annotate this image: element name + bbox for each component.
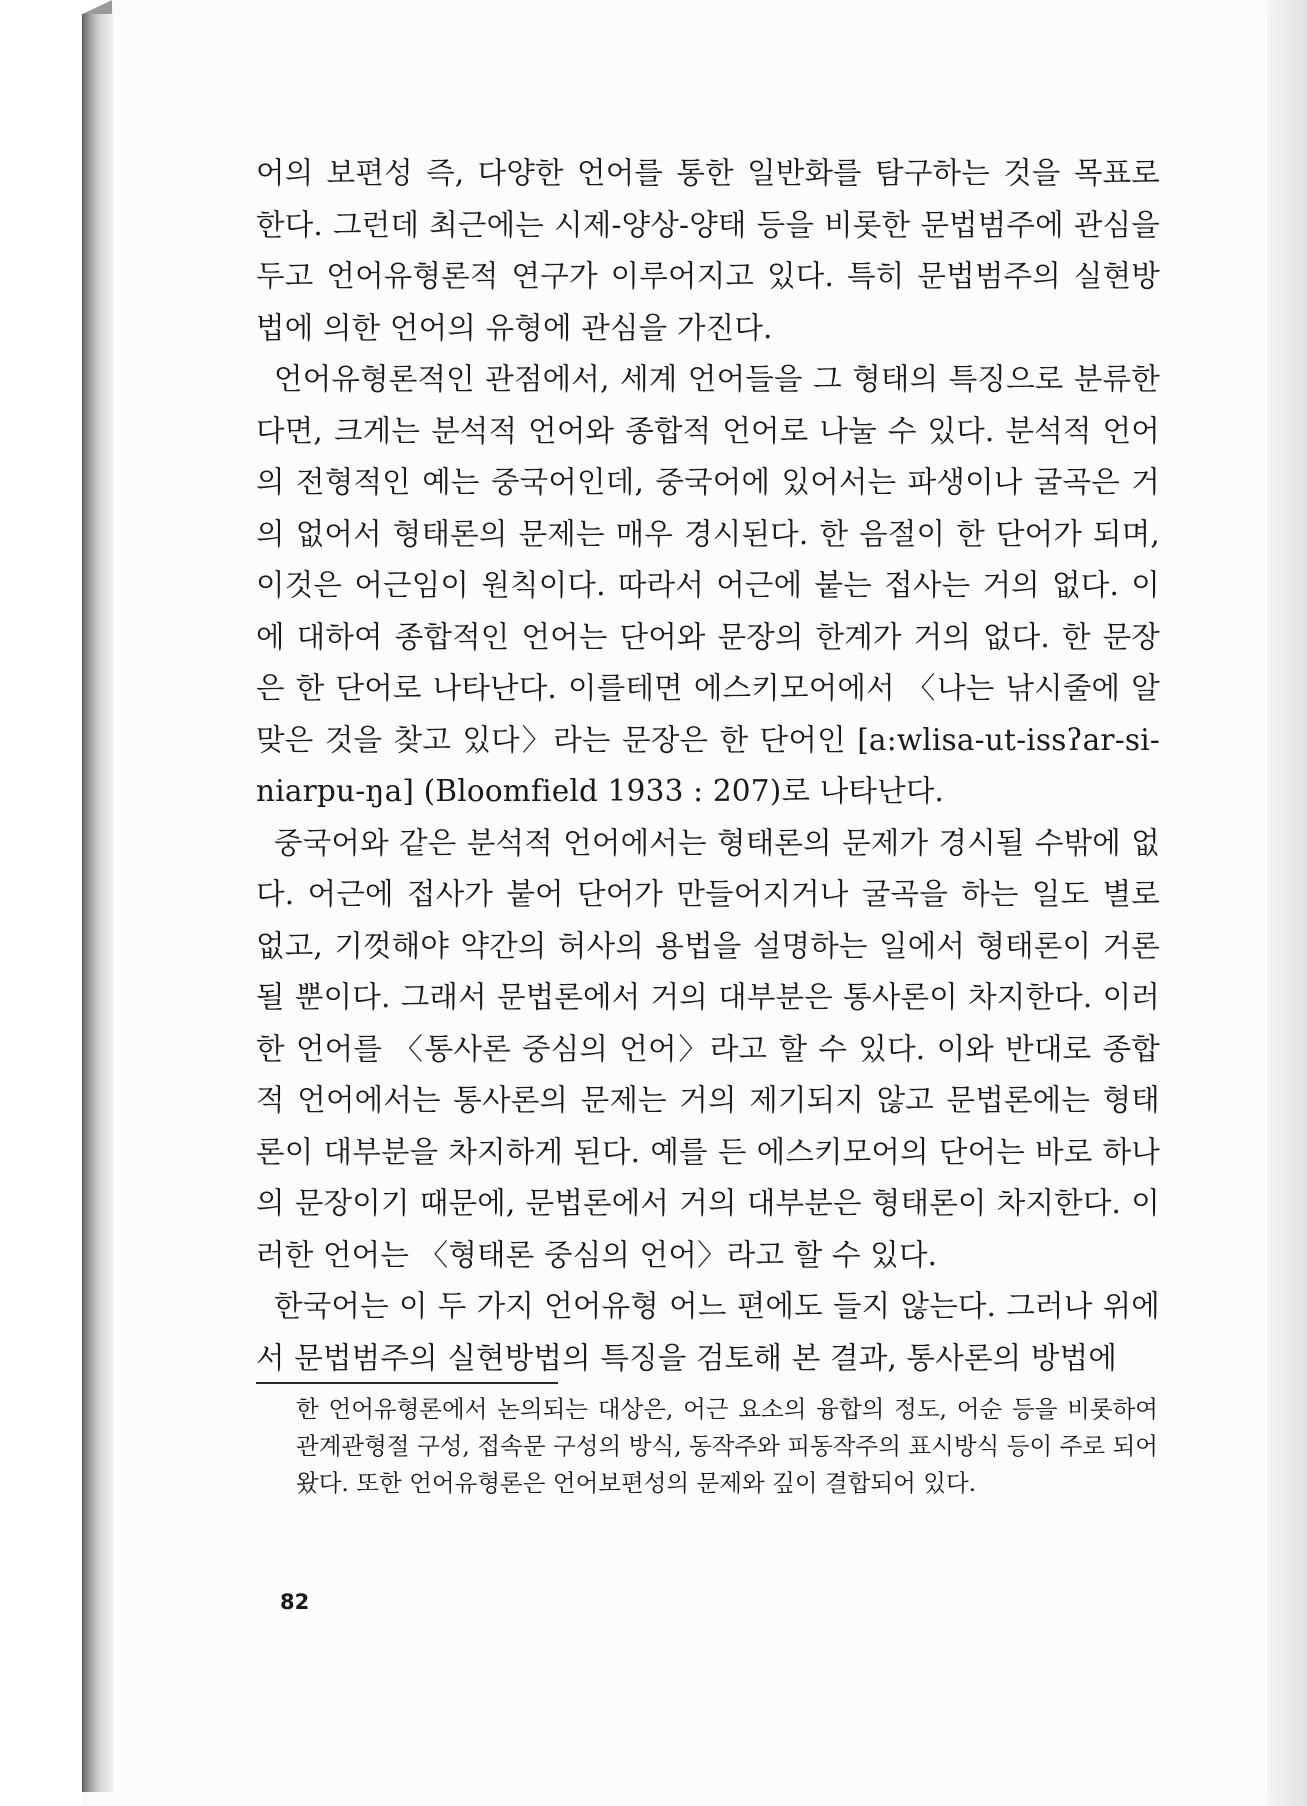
- book-page-edge: [1267, 0, 1307, 1806]
- book-corner: [82, 0, 112, 14]
- footnote: 한 언어유형론에서 논의되는 대상은, 어근 요소의 융합의 정도, 어순 등을 비롯하여 관계관형절 구성, 접속문 구성의 방식, 동작주와 피동작주의 표시방식 등이 주로 되어 왔다. 또한 언어유형론은 언어보편성의 문제와 깊이 결합되어 있다.: [296, 1395, 1158, 1497]
- book-spine: [82, 12, 113, 1792]
- paragraph-4: 한국어는 이 두 가지 언어유형 어느 편에도 들지 않는다. 그러나 위에서 문법범주의 실현방법의 특징을 검토해 본 결과, 통사론의 방법에: [256, 1289, 1160, 1375]
- paragraph-2: 언어유형론적인 관점에서, 세계 언어들을 그 형태의 특징으로 분류한다면, 크게는 분석적 언어와 종합적 언어로 나눌 수 있다. 분석적 언어의 전형적인 예는 중국어인데, 중국어에 있어서는 파생이나 굴곡은 거의 없어서 형태론의 문제는 매우 경시된다. 한 음절이 한 단어가 되며, 이것은 어근임이 원칙이다. 따라서 어근에 붙는 접사는 거의 없다. 이에 대하여 종합적인 언어는 단어와 문장의 한계가 거의 없다. 한 문장은 한 단어로 나타난다. 이를테면 에스키모어에서 〈나는 낚시줄에 알맞은 것을 찾고 있다〉라는 문장은 한 단어인 [a:wlisa-ut-issʔar-si-niarpu-ŋa] (Bloomfield 1933 : 207)로 나타난다.: [256, 362, 1160, 808]
- paragraph-3: 중국어와 같은 분석적 언어에서는 형태론의 문제가 경시될 수밖에 없다. 어근에 접사가 붙어 단어가 만들어지거나 굴곡을 하는 일도 별로 없고, 기껏해야 약간의 허사의 용법을 설명하는 일에서 형태론이 거론될 뿐이다. 그래서 문법론에서 거의 대부분은 통사론이 차지한다. 이러한 언어를 〈통사론 중심의 언어〉라고 할 수 있다. 이와 반대로 종합적 언어에서는 통사론의 문제는 거의 제기되지 않고 문법론에는 형태론이 대부분을 차지하게 된다. 예를 든 에스키모어의 단어는 바로 하나의 문장이기 때문에, 문법론에서 거의 대부분은 형태론이 차지한다. 이러한 언어는 〈형태론 중심의 언어〉라고 할 수 있다.: [256, 825, 1160, 1272]
- paragraph-1: 어의 보편성 즉, 다양한 언어를 통한 일반화를 탐구하는 것을 목표로 한다. 그런데 최근에는 시제-양상-양태 등을 비롯한 문법범주에 관심을 두고 언어유형론적 연구가 이루어지고 있다. 특히 문법범주의 실현방법에 의한 언어의 유형에 관심을 가진다.: [256, 156, 1160, 345]
- body-text: [256, 148, 1160, 1384]
- page-number: 82: [280, 1590, 310, 1614]
- footnote-divider: [256, 1382, 558, 1384]
